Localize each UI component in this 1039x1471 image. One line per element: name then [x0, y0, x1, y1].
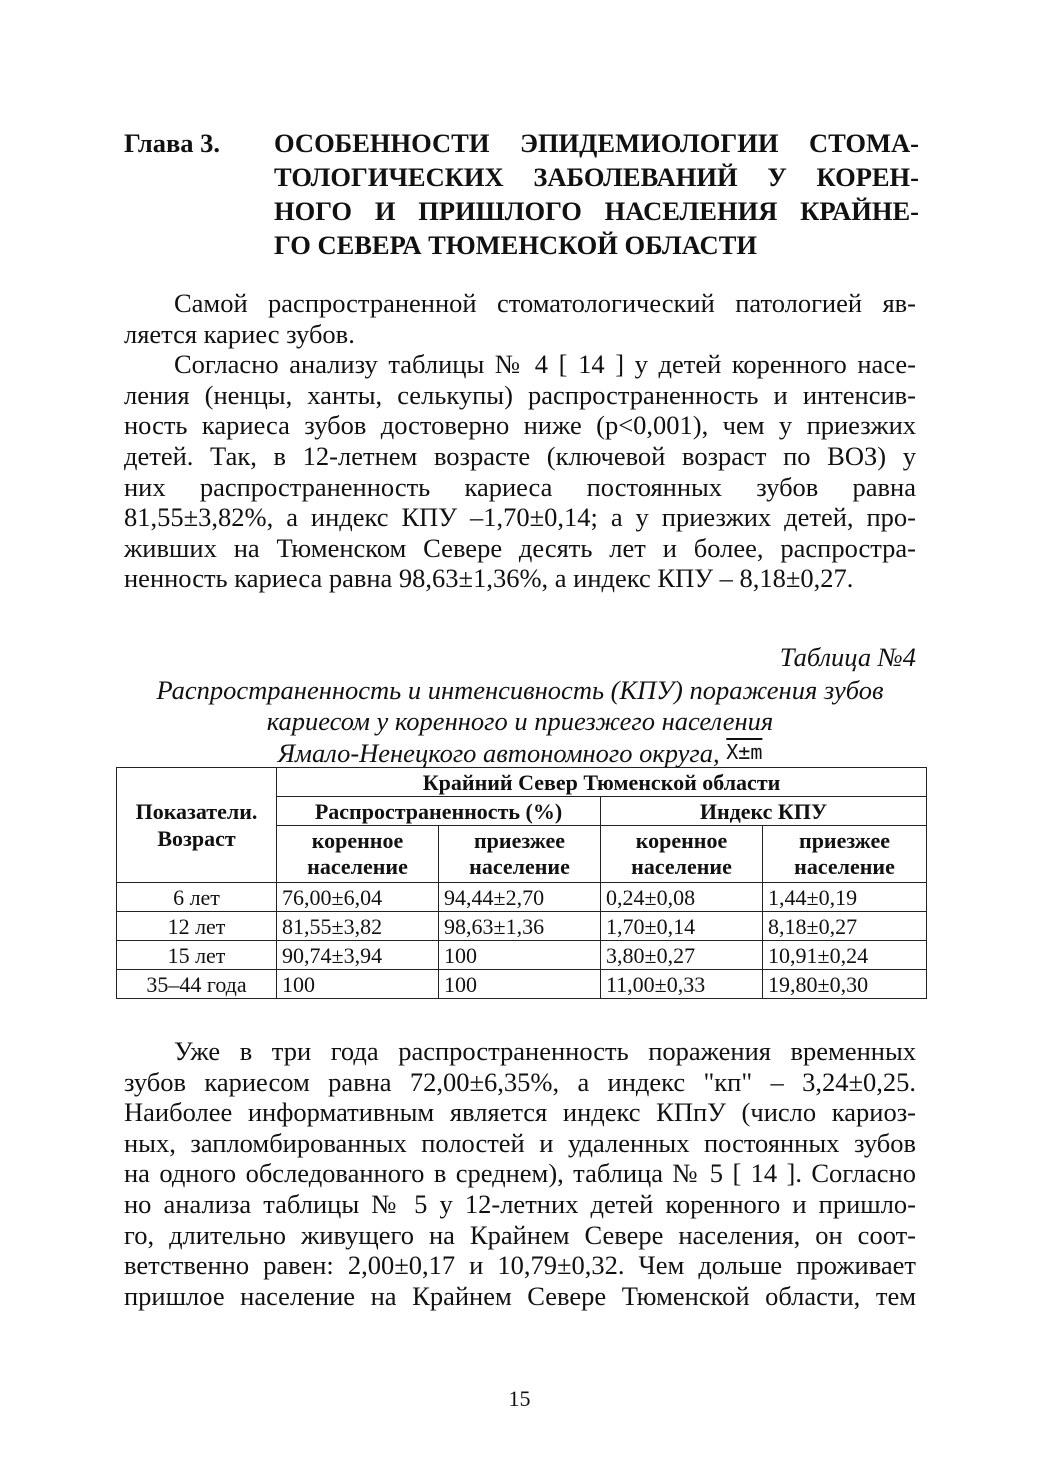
- caption-line: кариесом у коренного и приезжего населения: [266, 706, 774, 736]
- table-cell: 3,80±0,27: [601, 941, 763, 970]
- text-line: детей. Так, в 12-летнем возрасте (ключевой возраст по ВОЗ) у: [124, 440, 916, 471]
- chapter-title-line: ТОЛОГИЧЕСКИХ ЗАБОЛЕВАНИЙ У КОРЕН-: [274, 162, 919, 192]
- table-caption: [118, 675, 922, 769]
- prevalence-header: Распространенность (%): [277, 797, 601, 826]
- chapter-title-line: НОГО И ПРИШЛОГО НАСЕЛЕНИЯ КРАЙНЕ-: [274, 196, 919, 226]
- table-cell: 94,44±2,70: [439, 883, 601, 912]
- table-cell: 90,74±3,94: [277, 941, 439, 970]
- table-cell: 100: [439, 970, 601, 999]
- table-cell: 0,24±0,08: [601, 883, 763, 912]
- column-header: приезжее население: [763, 826, 927, 883]
- chapter-number: Глава 3.: [124, 128, 221, 158]
- body-text-top: [124, 288, 916, 594]
- text-line: ность кариеса зубов достоверно ниже (р<0,001), чем у приезжих: [124, 410, 916, 441]
- text-line: Самой распространенной стоматологический патологией яв-: [174, 288, 916, 318]
- index-header: Индекс КПУ: [601, 797, 927, 826]
- table-cell: 15 лет: [117, 941, 277, 970]
- column-header: коренное население: [277, 826, 439, 883]
- chapter-title-line: ГО СЕВЕРА ТЮМЕНСКОЙ ОБЛАСТИ: [274, 230, 757, 260]
- body-text-bottom: [124, 1036, 916, 1311]
- caption-line-3: [118, 737, 922, 769]
- text-line: Согласно анализу таблицы № 4 [ 14 ] у детей коренного насе-: [174, 349, 916, 380]
- table-cell: 10,91±0,24: [763, 941, 927, 970]
- table-cell: 100: [439, 941, 601, 970]
- table-cell: 19,80±0,30: [763, 970, 927, 999]
- table-row: [117, 941, 927, 970]
- table-cell: 76,00±6,04: [277, 883, 439, 912]
- text-line: зубов кариесом равна 72,00±6,35%, а индекс "кп" – 3,24±0,25.: [124, 1066, 916, 1097]
- caption-line: Ямало-Ненецкого автономного округа,: [277, 738, 720, 768]
- column-header: коренное население: [601, 826, 763, 883]
- text-line: 81,55±3,82%, а индекс КПУ –1,70±0,14; а у приезжих детей, про-: [124, 502, 916, 533]
- text-line: но анализа таблицы № 5 у 12-летних детей коренного и пришло-: [124, 1188, 916, 1219]
- table-cell: 100: [277, 970, 439, 999]
- group-header: Крайний Север Тюменской области: [277, 768, 927, 797]
- text-line: ненность кариеса равна 98,63±1,36%, а индекс КПУ – 8,18±0,27.: [124, 563, 854, 594]
- text-line: них распространенность кариеса постоянных зубов равна: [124, 471, 916, 502]
- table-cell: 98,63±1,36: [439, 912, 601, 941]
- text-line: на одного обследованного в среднем), таблица № 5 [ 14 ]. Согласно: [124, 1158, 916, 1189]
- table-cell: 8,18±0,27: [763, 912, 927, 941]
- table-row: [117, 912, 927, 941]
- row-label-header-line: Показатели.: [135, 799, 258, 824]
- page-number: 15: [508, 1386, 531, 1411]
- column-header: приезжее население: [439, 826, 601, 883]
- row-label-header: [117, 768, 277, 883]
- table-cell: 35–44 года: [117, 970, 277, 999]
- mean-error-symbol: X±m: [726, 740, 763, 764]
- chapter-title: [274, 126, 919, 262]
- text-line: Наиболее информативным является индекс КПпУ (число кариоз-: [124, 1097, 916, 1128]
- text-line: живших на Тюменском Севере десять лет и более, распростра-: [124, 532, 916, 563]
- table-label: Таблица №4: [779, 642, 916, 672]
- caption-line: Распространенность и интенсивность (КПУ) поражения зубов: [156, 675, 884, 705]
- text-line: го, длительно живущего на Крайнем Севере населения, он соот-: [124, 1219, 916, 1250]
- text-line: ления (ненцы, ханты, селькупы) распространенность и интенсив-: [124, 379, 916, 410]
- text-line: ветственно равен: 2,00±0,17 и 10,79±0,32. Чем дольше проживает: [124, 1250, 916, 1281]
- table-row: [117, 883, 927, 912]
- table-row: [117, 970, 927, 999]
- text-line: пришлое население на Крайнем Севере Тюменской области, тем: [124, 1280, 916, 1311]
- row-label-header-line: Возраст: [157, 826, 236, 851]
- chapter-heading: [124, 126, 919, 262]
- table-cell: 1,44±0,19: [763, 883, 927, 912]
- table-cell: 81,55±3,82: [277, 912, 439, 941]
- table-cell: 1,70±0,14: [601, 912, 763, 941]
- table-cell: 12 лет: [117, 912, 277, 941]
- text-line: ляется кариес зубов.: [124, 318, 355, 349]
- table-cell: 11,00±0,33: [601, 970, 763, 999]
- table-cell: 6 лет: [117, 883, 277, 912]
- chapter-title-line: ОСОБЕННОСТИ ЭПИДЕМИОЛОГИИ СТОМА-: [274, 128, 919, 158]
- data-table: [116, 767, 927, 999]
- table-header-row: [117, 768, 927, 797]
- text-line: Уже в три года распространенность поражения временных: [174, 1036, 916, 1066]
- text-line: ных, запломбированных полостей и удаленных постоянных зубов: [124, 1127, 916, 1158]
